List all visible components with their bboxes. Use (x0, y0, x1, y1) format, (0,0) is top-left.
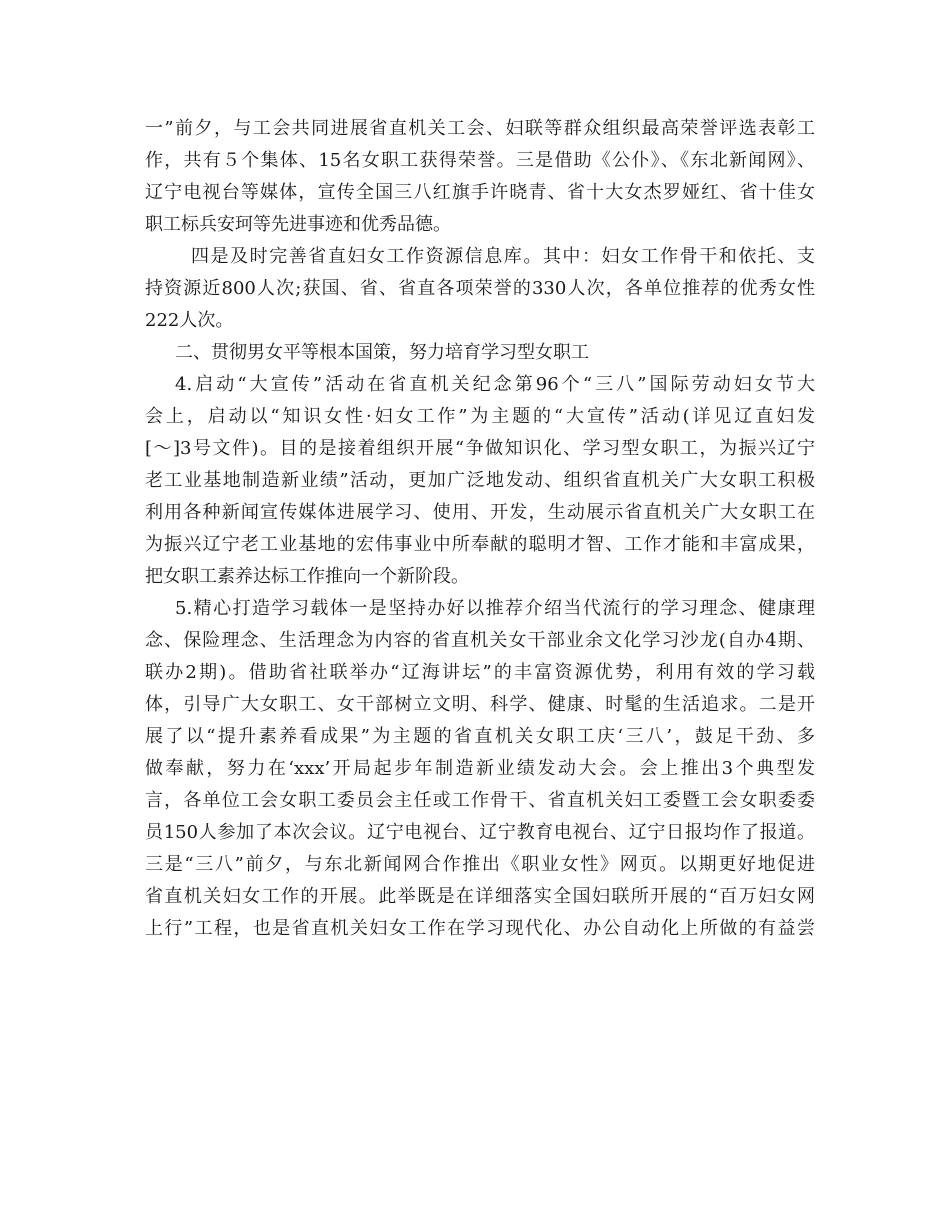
paragraph-2 (145, 241, 815, 337)
heading-line: 二、贯彻男女平等根本国策，努力培育学习型女职工 (175, 342, 589, 363)
text-line: 辽宁电视台等媒体，宣传全国三八红旗手许晓青、省十大女杰罗娅红、省十佳女 (145, 182, 815, 203)
text-line: 把女职工素养达标工作推向一个新阶段。 (145, 566, 469, 587)
text-line: 作，共有５个集体、15名女职工获得荣誉。三是借助《公仆》、《东北新闻网》、 (145, 150, 815, 171)
text-line: 会上，启动以“知识女性·妇女工作”为主题的“大宣传”活动(详见辽直妇发 (145, 406, 815, 427)
section-heading (145, 337, 815, 369)
text-line: 展了以“提升素养看成果”为主题的省直机关女职工庆‘三八’，鼓足干劲、多 (145, 726, 815, 747)
text-line: 省直机关妇女工作的开展。此举既是在详细落实全国妇联所开展的“百万妇女网 (145, 886, 815, 907)
paragraph-5 (145, 593, 815, 945)
text-line: 4.启动“大宣传”活动在省直机关纪念第96个“三八”国际劳动妇女节大 (175, 374, 815, 395)
text-line: 持资源近800人次;获国、省、省直各项荣誉的330人次，各单位推荐的优秀女性 (145, 278, 815, 299)
paragraph-1 (145, 113, 815, 241)
text-line: 5.精心打造学习载体一是坚持办好以推荐介绍当代流行的学习理念、健康理 (175, 598, 815, 619)
text-line: 为振兴辽宁老工业基地的宏伟事业中所奉献的聪明才智、工作才能和丰富成果， (145, 534, 815, 555)
text-line: 四是及时完善省直妇女工作资源信息库。其中：妇女工作骨干和依托、支 (191, 246, 815, 267)
text-line: 三是“三八”前夕，与东北新闻网合作推出《职业女性》网页。以期更好地促进 (145, 854, 815, 875)
text-line: 言，各单位工会女职工委员会主任或工作骨干、省直机关妇工委暨工会女职委委 (145, 790, 815, 811)
text-line: 做奉献，努力在‘xxx’开局起步年制造新业绩发动大会。会上推出3个典型发 (145, 758, 815, 779)
paragraph-4 (145, 369, 815, 593)
text-line: 上行”工程，也是省直机关妇女工作在学习现代化、办公自动化上所做的有益尝 (145, 918, 815, 939)
document-body (145, 113, 815, 945)
text-line: 念、保险理念、生活理念为内容的省直机关女干部业余文化学习沙龙(自办4期、 (145, 630, 815, 651)
text-line: 老工业基地制造新业绩”活动，更加广泛地发动、组织省直机关广大女职工积极 (145, 470, 815, 491)
text-line: 体，引导广大女职工、女干部树立文明、科学、健康、时髦的生活追求。二是开 (145, 694, 815, 715)
text-line: 职工标兵安珂等先进事迹和优秀品德。 (145, 214, 451, 235)
text-line: 联办2期)。借助省社联举办“辽海讲坛”的丰富资源优势，利用有效的学习载 (145, 662, 815, 683)
text-line: 222人次。 (145, 310, 234, 331)
text-line: 一”前夕，与工会共同进展省直机关工会、妇联等群众组织最高荣誉评选表彰工 (145, 118, 815, 139)
text-line: 利用各种新闻宣传媒体进展学习、使用、开发，生动展示省直机关广大女职工在 (145, 502, 815, 523)
text-line: 员150人参加了本次会议。辽宁电视台、辽宁教育电视台、辽宁日报均作了报道。 (145, 822, 815, 843)
text-line: [～]3号文件)。目的是接着组织开展“争做知识化、学习型女职工，为振兴辽宁 (145, 438, 815, 459)
